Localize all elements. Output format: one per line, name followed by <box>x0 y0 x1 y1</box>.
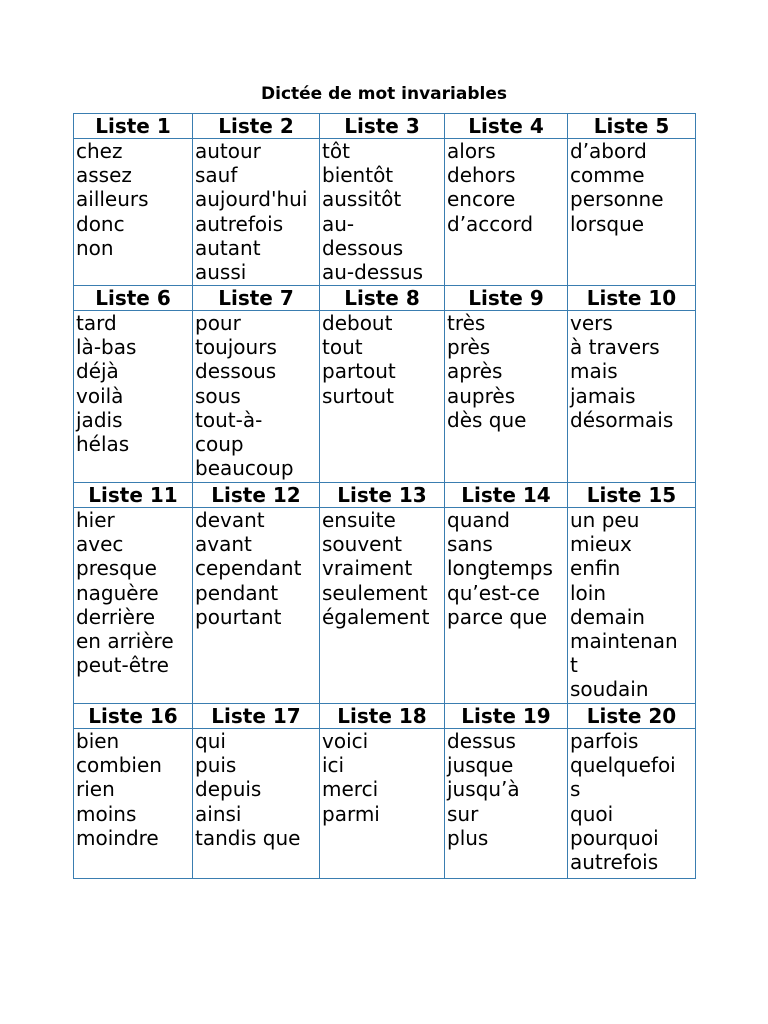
word-item: aussi <box>195 260 247 285</box>
word-item: parmi <box>322 801 380 826</box>
word-item: devant <box>195 508 265 532</box>
word-item: moindre <box>76 825 159 850</box>
word-item: dès que <box>447 407 527 432</box>
word-item: sans <box>447 532 493 557</box>
words-row <box>74 139 696 286</box>
list-header: Liste 2 <box>193 114 320 139</box>
words-row <box>74 311 696 483</box>
word-item: vraiment <box>322 556 413 581</box>
word-list-cell <box>193 311 320 483</box>
word-item: cependant <box>195 556 302 581</box>
word-item: plus <box>447 825 489 850</box>
list-header: Liste 18 <box>320 704 445 729</box>
word-item: non <box>76 235 114 260</box>
list-header: Liste 15 <box>568 483 696 508</box>
word-list-cell <box>568 508 696 704</box>
word-item: t <box>570 653 578 678</box>
word-item: peut-être <box>76 653 169 678</box>
word-item: autrefois <box>195 211 284 236</box>
word-item: en arrière <box>76 629 174 654</box>
word-list-cell <box>445 139 568 286</box>
list-header: Liste 5 <box>568 114 696 139</box>
word-item: sous <box>195 383 241 408</box>
word-lists-table <box>73 113 696 879</box>
word-item: bientôt <box>322 163 394 188</box>
word-item: pendant <box>195 580 279 605</box>
word-list-cell <box>568 729 696 879</box>
list-header: Liste 7 <box>193 286 320 311</box>
list-header: Liste 20 <box>568 704 696 729</box>
list-header: Liste 12 <box>193 483 320 508</box>
words-row <box>74 508 696 704</box>
word-item: mieux <box>570 532 632 557</box>
list-header: Liste 9 <box>445 286 568 311</box>
word-list-cell <box>320 508 445 704</box>
word-item: bien <box>76 729 120 753</box>
words-row <box>74 729 696 879</box>
word-item: quoi <box>570 801 614 826</box>
word-list-cell <box>320 139 445 286</box>
word-item: dessous <box>322 235 404 260</box>
document-title: Dictée de mot invariables <box>261 84 507 104</box>
list-header: Liste 14 <box>445 483 568 508</box>
word-item: déjà <box>76 359 119 384</box>
word-item: d’abord <box>570 139 647 163</box>
word-item: lorsque <box>570 211 645 236</box>
word-item: mais <box>570 359 618 384</box>
word-item: dessous <box>195 359 277 384</box>
word-item: puis <box>195 753 237 778</box>
word-item: là-bas <box>76 335 137 360</box>
word-item: dehors <box>447 163 516 188</box>
word-item: enfin <box>570 556 621 581</box>
word-item: hier <box>76 508 115 532</box>
word-item: rien <box>76 777 115 802</box>
word-item: maintenan <box>570 629 678 654</box>
word-item: quand <box>447 508 510 532</box>
word-item: sur <box>447 801 479 826</box>
word-item: quelquefoi <box>570 753 676 778</box>
word-list-cell <box>568 311 696 483</box>
word-item: près <box>447 335 491 360</box>
word-list-cell <box>74 311 193 483</box>
word-item: longtemps <box>447 556 553 581</box>
header-row <box>74 483 696 508</box>
list-header: Liste 4 <box>445 114 568 139</box>
word-item: parce que <box>447 604 548 629</box>
word-item: tard <box>76 311 117 335</box>
word-item: depuis <box>195 777 262 802</box>
word-item: donc <box>76 211 125 236</box>
word-item: beaucoup <box>195 456 294 481</box>
list-header: Liste 19 <box>445 704 568 729</box>
word-list-cell <box>320 729 445 879</box>
word-item: auprès <box>447 383 516 408</box>
word-item: combien <box>76 753 162 778</box>
word-item: parfois <box>570 729 639 753</box>
word-item: aujourd'hui <box>195 187 308 212</box>
word-item: chez <box>76 139 123 163</box>
list-header: Liste 16 <box>74 704 193 729</box>
word-item: jusque <box>447 753 514 778</box>
header-row <box>74 286 696 311</box>
word-item: assez <box>76 163 132 188</box>
word-list-cell <box>445 311 568 483</box>
list-header: Liste 17 <box>193 704 320 729</box>
word-item: vers <box>570 311 613 335</box>
word-item: alors <box>447 139 496 163</box>
list-header: Liste 1 <box>74 114 193 139</box>
word-item: pourquoi <box>570 825 659 850</box>
word-item: encore <box>447 187 516 212</box>
word-item: soudain <box>570 677 649 702</box>
word-item: voilà <box>76 383 124 408</box>
word-item: ensuite <box>322 508 396 532</box>
word-item: loin <box>570 580 607 605</box>
word-item: coup <box>195 432 244 457</box>
word-item: jamais <box>570 383 636 408</box>
word-item: pour <box>195 311 241 335</box>
word-item: merci <box>322 777 379 802</box>
word-list-cell <box>568 139 696 286</box>
word-item: au-dessus <box>322 260 424 285</box>
word-item: très <box>447 311 486 335</box>
word-list-cell <box>74 508 193 704</box>
word-item: au- <box>322 211 355 236</box>
word-item: ici <box>322 753 345 778</box>
word-item: qu’est-ce <box>447 580 540 605</box>
word-item: toujours <box>195 335 277 360</box>
word-item: jusqu’à <box>447 777 520 802</box>
list-header: Liste 6 <box>74 286 193 311</box>
header-row <box>74 704 696 729</box>
word-list-cell <box>74 139 193 286</box>
word-item: ailleurs <box>76 187 149 212</box>
word-list-cell <box>193 508 320 704</box>
word-item: autour <box>195 139 261 163</box>
word-list-cell <box>193 139 320 286</box>
word-item: désormais <box>570 407 674 432</box>
word-item: souvent <box>322 532 402 557</box>
list-header: Liste 10 <box>568 286 696 311</box>
word-item: personne <box>570 187 664 212</box>
word-item: qui <box>195 729 226 753</box>
word-item: tout <box>322 335 363 360</box>
word-item: tout-à- <box>195 407 263 432</box>
word-list-cell <box>74 729 193 879</box>
word-item: partout <box>322 359 396 384</box>
word-item: surtout <box>322 383 394 408</box>
word-item: dessus <box>447 729 516 753</box>
header-row <box>74 114 696 139</box>
word-item: presque <box>76 556 157 581</box>
word-item: derrière <box>76 604 156 629</box>
word-item: seulement <box>322 580 428 605</box>
word-item: moins <box>76 801 137 826</box>
word-item: naguère <box>76 580 159 605</box>
word-item: aussitôt <box>322 187 402 212</box>
word-list-cell <box>445 508 568 704</box>
word-list-cell <box>193 729 320 879</box>
word-item: demain <box>570 604 645 629</box>
word-item: pourtant <box>195 604 282 629</box>
list-header: Liste 11 <box>74 483 193 508</box>
word-item: également <box>322 604 430 629</box>
word-item: sauf <box>195 163 238 188</box>
word-item: avec <box>76 532 124 557</box>
word-list-cell <box>445 729 568 879</box>
word-item: autant <box>195 235 261 260</box>
word-item: après <box>447 359 503 384</box>
word-item: tandis que <box>195 825 301 850</box>
word-item: jadis <box>76 407 123 432</box>
word-item: à travers <box>570 335 660 360</box>
list-header: Liste 13 <box>320 483 445 508</box>
word-item: avant <box>195 532 252 557</box>
word-item: hélas <box>76 432 130 457</box>
list-header: Liste 8 <box>320 286 445 311</box>
word-item: s <box>570 777 581 802</box>
word-list-cell <box>320 311 445 483</box>
list-header: Liste 3 <box>320 114 445 139</box>
word-item: ainsi <box>195 801 242 826</box>
word-item: un peu <box>570 508 640 532</box>
word-item: comme <box>570 163 645 188</box>
word-item: debout <box>322 311 393 335</box>
word-item: voici <box>322 729 369 753</box>
word-item: d’accord <box>447 211 534 236</box>
word-item: tôt <box>322 139 350 163</box>
word-item: autrefois <box>570 850 659 875</box>
